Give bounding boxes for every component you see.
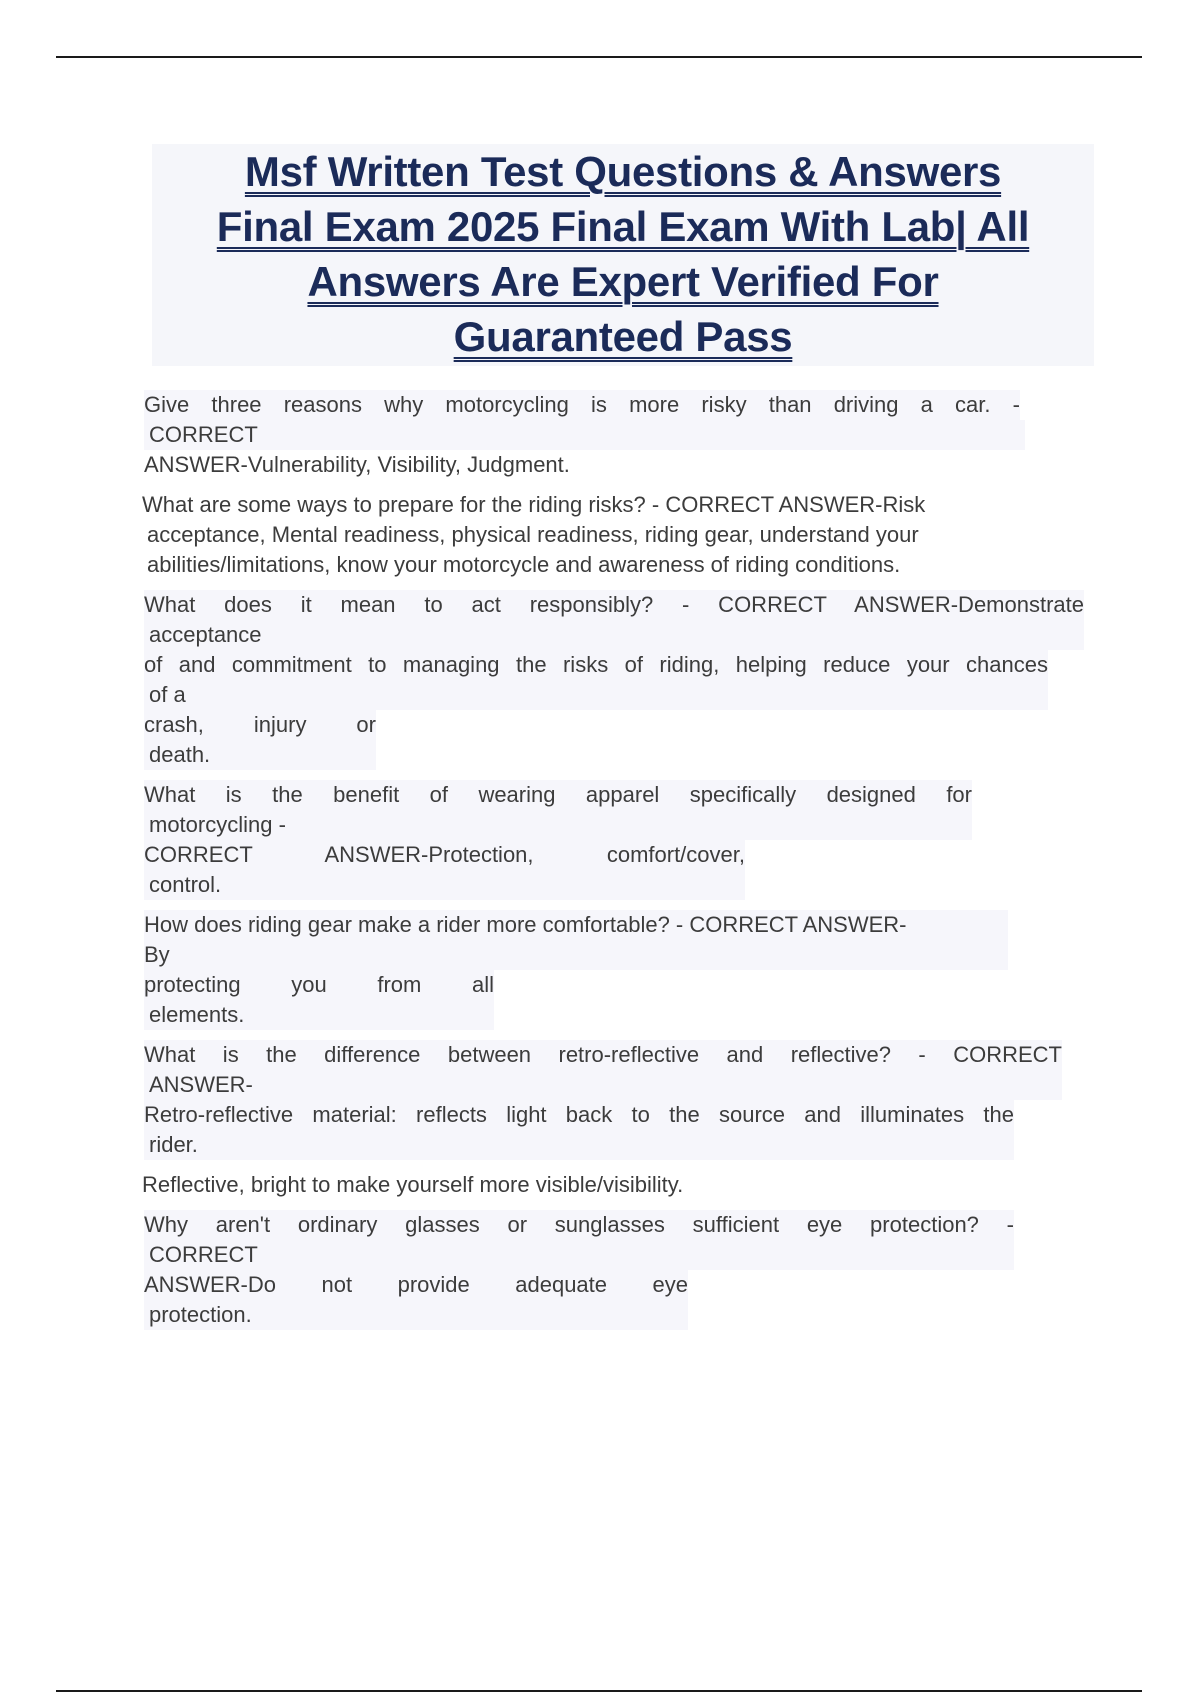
qa-line: control. [144, 870, 745, 900]
qa-line: acceptance [144, 620, 1084, 650]
qa-item [144, 1040, 1090, 1160]
bottom-rule [56, 1690, 1142, 1692]
qa-line: protecting you from all [144, 970, 494, 1000]
qa-line: What is the benefit of wearing apparel specifically designed for [144, 780, 972, 810]
title-line: Answers Are Expert Verified For [307, 258, 939, 305]
qa-line: What does it mean to act responsibly? - CORRECT ANSWER-Demonstrate [144, 590, 1084, 620]
qa-line: of a [144, 680, 1048, 710]
qa-line: What are some ways to prepare for the riding risks? - CORRECT ANSWER-Risk [142, 492, 926, 517]
qa-line: CORRECT [144, 1240, 1014, 1270]
title-line: Guaranteed Pass [453, 313, 793, 360]
title-line: Msf Written Test Questions & Answers [244, 148, 1002, 195]
qa-line: protection. [144, 1300, 688, 1330]
qa-line: elements. [144, 1000, 494, 1030]
qa-line: Why aren't ordinary glasses or sunglasses sufficient eye protection? - [144, 1210, 1014, 1240]
qa-line: death. [144, 740, 376, 770]
qa-item [144, 780, 1090, 900]
title-line: Final Exam 2025 Final Exam With Lab| All [216, 203, 1030, 250]
document-title [172, 144, 1074, 364]
qa-item [144, 390, 1024, 480]
qa-item [144, 1210, 1090, 1330]
qa-line: rider. [144, 1130, 1014, 1160]
qa-line: Retro-reflective material: reflects light back to the source and illuminates the [144, 1100, 1014, 1130]
qa-line: CORRECT ANSWER-Protection, comfort/cover, [144, 840, 745, 870]
qa-item [142, 1170, 1090, 1200]
qa-line: motorcycling - [144, 810, 972, 840]
qa-line: What is the difference between retro-reflective and reflective? - CORRECT [144, 1040, 1062, 1070]
top-rule [56, 56, 1142, 58]
qa-line: How does riding gear make a rider more comfortable? - CORRECT ANSWER- [144, 910, 1008, 940]
qa-line: CORRECT [144, 420, 1025, 450]
qa-item [142, 490, 1090, 580]
qa-line: crash, injury or [144, 710, 376, 740]
qa-line: ANSWER-Do not provide adequate eye [144, 1270, 688, 1300]
qa-line: Give three reasons why motorcycling is more risky than driving a car. - [144, 390, 1020, 420]
qa-list [144, 390, 1090, 1340]
qa-line: ANSWER-Vulnerability, Visibility, Judgment. [144, 452, 570, 477]
qa-line: By [144, 940, 1008, 970]
qa-item [144, 910, 1090, 1030]
qa-line: Reflective, bright to make yourself more visible/visibility. [142, 1172, 684, 1197]
qa-item [144, 590, 1090, 770]
qa-line: abilities/limitations, know your motorcycle and awareness of riding conditions. [147, 552, 901, 577]
qa-line: ANSWER- [144, 1070, 1062, 1100]
qa-line: acceptance, Mental readiness, physical readiness, riding gear, understand your [147, 522, 919, 547]
title-block [152, 144, 1094, 366]
qa-line: of and commitment to managing the risks of riding, helping reduce your chances [144, 650, 1048, 680]
